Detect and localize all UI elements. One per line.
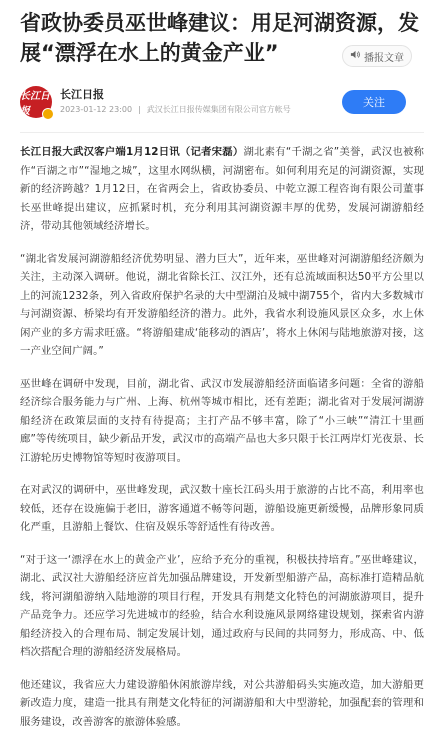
listen-article-button[interactable] [342, 45, 412, 67]
author-name[interactable]: 长江日报 [60, 88, 104, 101]
paragraph-text: 巫世峰在调研中发现，目前，湖北省、武汉市发展游船经济面临诸多问题：全省的游船经济综合服务能力与广州、上海、杭州等城市相比，还有差距；湖北省对于发展河湖游船经济在政策层面的支持有待提高；主打产品不够丰富，除了“小三峡”“清江十里画廊”等传统项目，缺少新品开发，武汉市的高端产品也大多只限于长江两岸灯光夜景、长江游轮历史博物馆等短时夜游项目。 [20, 377, 424, 464]
paragraph-text: “对于这一‘漂浮在水上的黄金产业’，应给予充分的重视，积极扶持培育。”巫世峰建议，湖北、武汉社大游船经济应首先加强品牌建设，开发新型船游产品，高标准打造精品航线，将河湖船游纳入陆地游的项目行程，开发具有荆楚文化特色的河湖旅游项目，提升产品竞争力。还应学习先进城市的经验，结合水利设施风景网络建设规划，探索省内游船经济投入的合理布局、制定发展计划，通过政府与民间的共同努力，形成高、中、低档次搭配合理的游船经济发展格局。 [20, 553, 424, 658]
follow-button[interactable]: 关注 [342, 90, 406, 114]
meta-separator: | [138, 105, 141, 114]
article-paragraph [20, 143, 424, 236]
paragraph-text: 湖北素有“千湖之省”美誉，武汉也被称作“百湖之市”“湿地之城”，这里水网纵横，河湖密布。如何利用充足的河湖资源，实现新的经济跨越？1月12日，在省两会上，省政协委员、中乾立源工程咨询有限公司董事长巫世峰提出建议，应抓紧时机，充分利用其河湖资源丰厚的优势，发展河湖游船经济，带动其他领域经济增长。 [20, 146, 424, 232]
paragraph-lead: 长江日报大武汉客户端1月12日讯（记者宋磊） [20, 146, 244, 158]
publish-date: 2023-01-12 23:00 [60, 105, 133, 114]
article-title: 省政协委员巫世峰建议：用足河湖资源，发展“漂浮在水上的黄金产业” [20, 11, 419, 65]
author-bar [20, 84, 424, 124]
listen-article-label: 播报文章 [364, 52, 404, 64]
article-paragraph [20, 481, 424, 537]
paragraph-text: 在对武汉的调研中，巫世峰发现，武汉数十座长江码头用于旅游的占比不高，利用率也较低，还存在设施偏于老旧，游客通道不畅等问题，游船设施更新缓慢，品牌形象同质化严重，且游船上餐饮、住宿及娱乐等舒适性有待改善。 [20, 484, 424, 533]
paragraph-text: 他还建议，我省应大力建设游船休闲旅游岸线，对公共游船码头实施改造，加大游船更新改造力度，建造一批具有荆楚文化特征的河湖游船和大中型游轮，加强配套的管理和服务建设，改善游客的旅游体验感。 [20, 678, 424, 728]
article-paragraph [20, 676, 424, 732]
article-paragraph [20, 375, 424, 468]
article-paragraph [20, 551, 424, 662]
paragraph-text: “湖北省发展河湖游船经济优势明显、潜力巨大”，近年来，巫世峰对河湖游船经济颇为关注，主动深入调研。他说，湖北省除长江、汉江外，还有总流域面积达50平方公里以上的河流1232条，列入省政府保护名录的大中型湖泊及城中湖755个，省内大多数城市与河湖资源、桥梁均有开发游船经济的潜力。此外，我省水利设施风景区众多，水上休闲产业的多方需求旺盛。“将游船建成‘能移动的酒店’，将水上休闲与陆地旅游对接，这一产业空间广阔。” [20, 252, 424, 357]
author-meta [60, 104, 291, 115]
article-paragraph [20, 250, 424, 361]
divider [20, 132, 424, 133]
avatar-text: 长江日报 [20, 91, 50, 117]
article-body [20, 143, 424, 745]
speaker-icon [350, 49, 361, 63]
verified-badge-icon [42, 108, 54, 120]
author-description: 武汉长江日报传媒集团有限公司官方帐号 [146, 105, 291, 114]
